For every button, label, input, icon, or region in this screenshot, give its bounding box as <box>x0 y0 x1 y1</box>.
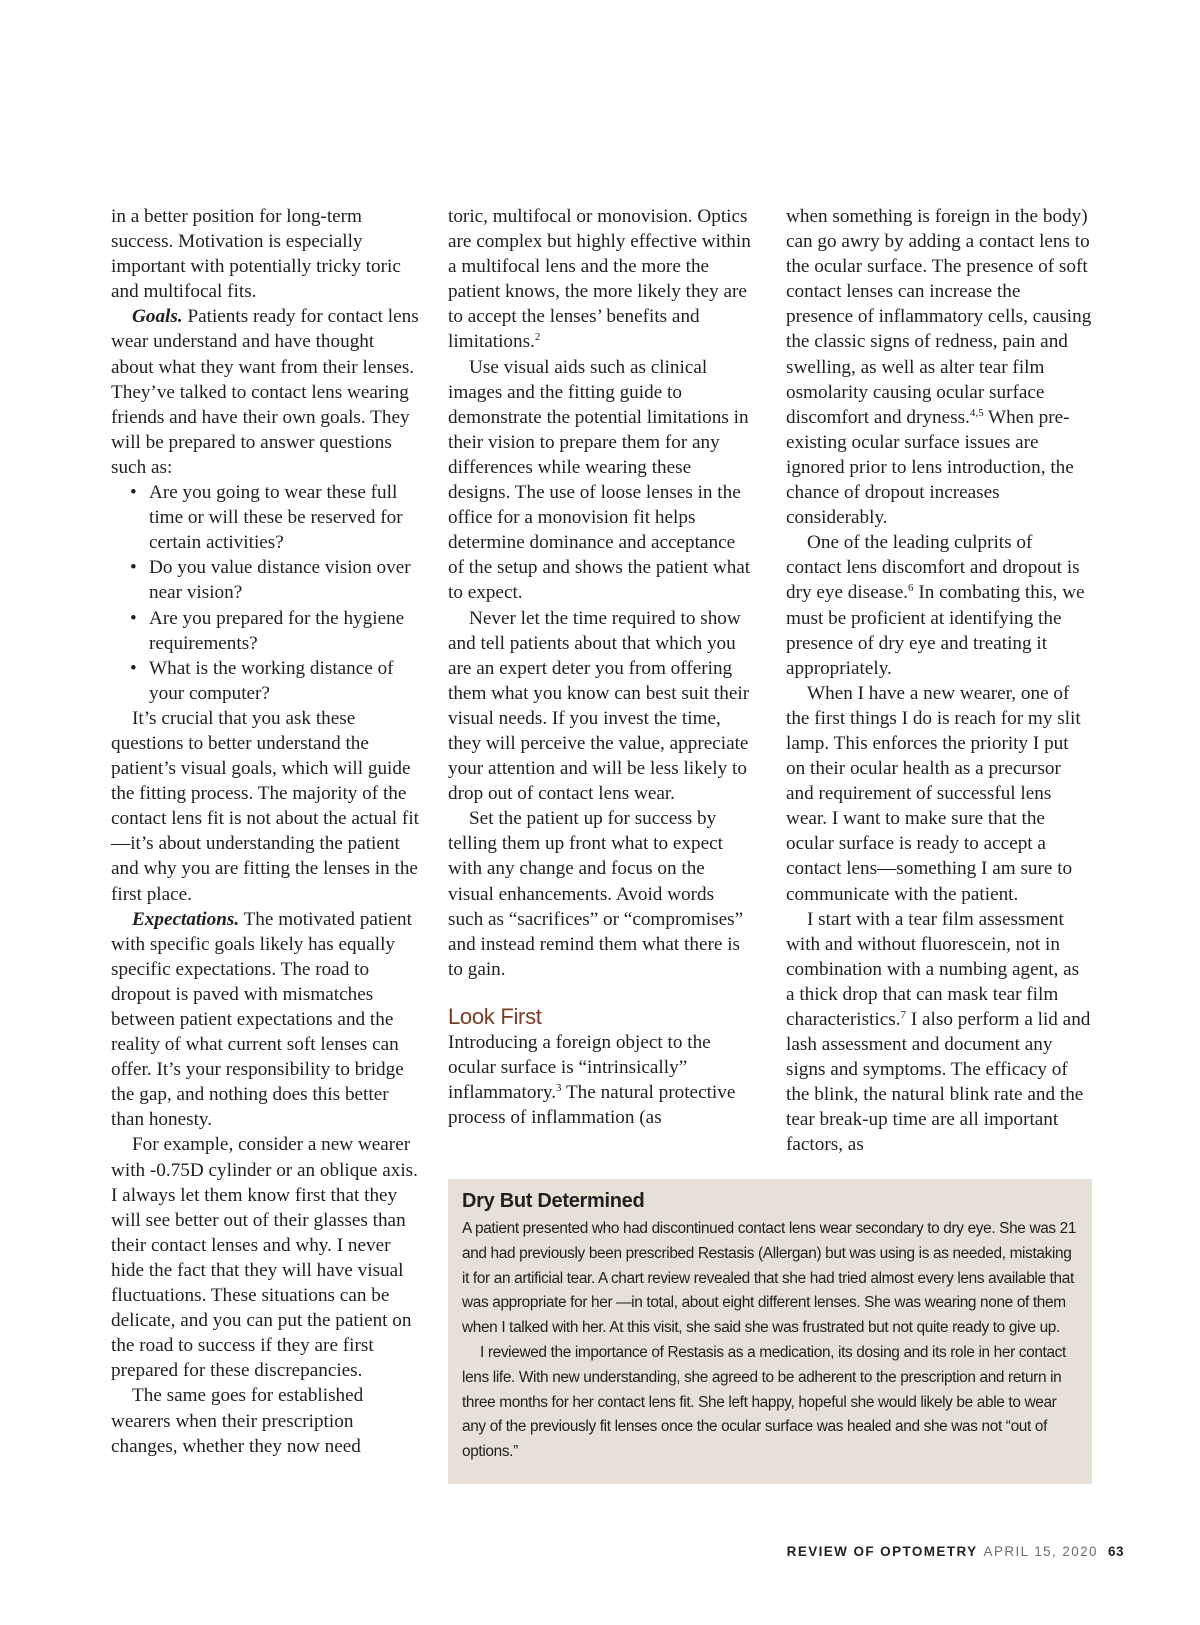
paragraph: Use visual aids such as clinical images and the fitting guide to demonstrate the potential limitations in their vision to prepare them for any differences while wearing these designs. The use of loose lenses in the office for a monovision fit helps determine dominance and acceptance of the setup and shows the patient what to expect. <box>448 356 751 604</box>
sidebar-paragraph: A patient presented who had discontinued contact lens wear secondary to dry eye. She was 21 and had previously been prescribed Restasis (Allergan) but was using is as needed, mistaking it for an artificial tear. A chart review revealed that she had tried almost every lens available that was appropriate for her —in total, about eight different lenses. She was wearing none of them when I talked with her. At this visit, she said she was frustrated but not quite ready to give up. <box>462 1220 1077 1337</box>
sidebar-box <box>448 1179 1092 1484</box>
article-column-3 <box>786 204 1092 1158</box>
goals-text: Patients ready for contact lens wear understand and have thought about what they want from their lenses. They’ve talked to contact lens wearing friends and have their own goals. They will be prepared to answer questions such as: <box>111 306 419 478</box>
list-item: • Are you going to wear these full time or will these be reserved for certain activities? <box>130 480 421 555</box>
page-footer <box>787 1544 1124 1559</box>
expectations-text: The motivated patient with specific goals likely has equally specific expectations. The road to dropout is paved with mismatches between patient expectations and the reality of what current soft lenses can offer. It’s your responsibility to bridge the gap, and nothing does this better than honesty. <box>111 908 412 1131</box>
publication-name: REVIEW OF OPTOMETRY <box>786 1544 978 1559</box>
reference-superscript: 4,5 <box>969 406 984 419</box>
paragraph <box>786 204 1092 530</box>
paragraph-text: One of the leading culprits of contact lens discomfort and dropout is dry eye disease. <box>786 532 1080 604</box>
paragraph-text: I also perform a lid and lash assessment and document any signs and symptoms. The efficacy of the blink, the natural blink rate and the tear break-up time are all important factors, as <box>786 1009 1091 1156</box>
issue-date: APRIL 15, 2020 <box>983 1544 1098 1559</box>
paragraph-text: when something is foreign in the body) can go awry by adding a contact lens to the ocular surface. The presence of soft contact lenses can increase the presence of inflammatory cells, causing the classic signs of redness, pain and swelling, as well as alter tear film osmolarity causing ocular surface discomfort and dryness. <box>786 206 1092 428</box>
paragraph-text: When pre-existing ocular surface issues are ignored prior to lens introduction, the chance of dropout increases considerably. <box>786 406 1074 529</box>
paragraph: The same goes for established wearers when their prescription changes, whether they now need <box>111 1385 364 1457</box>
goals-paragraph <box>111 304 421 480</box>
paragraph <box>786 530 1092 681</box>
paragraph <box>448 1030 754 1130</box>
paragraph: Never let the time required to show and tell patients about that which you are an expert deter you from offering them what you know can best suit their visual needs. If you invest the time, they will perceive the value, appreciate your attention and will be less likely to drop out of contact lens wear. <box>448 607 750 805</box>
reference-superscript: 2 <box>534 331 541 344</box>
page-number: 63 <box>1107 1544 1124 1559</box>
paragraph: When I have a new wearer, one of the first things I do is reach for my slit lamp. This enforces the priority I put on their ocular health as a precursor and requirement of successful lens wear. I want to make sure that the ocular surface is ready to accept a contact lens—something I am sure to communicate with the patient. <box>786 682 1081 905</box>
question-list <box>111 480 421 706</box>
sidebar-title: Dry But Determined <box>462 1190 645 1212</box>
paragraph <box>786 907 1092 1158</box>
list-item: • Are you prepared for the hygiene requirements? <box>130 606 421 656</box>
expectations-paragraph <box>111 907 421 1133</box>
sidebar-paragraph: I reviewed the importance of Restasis as a medication, its dosing and its role in her contact lens life. With new understanding, she agreed to be adherent to the prescription and return in three months for her contact lens fit. She left happy, hopeful she would likely be able to wear any of the previously fit lenses once the ocular surface was healed and she was not “out of options.” <box>462 1343 1066 1461</box>
paragraph: For example, consider a new wearer with -0.75D cylinder or an oblique axis. I always let them know first that they will see better out of their glasses than their contact lenses and why. I never hide the fact that they will have visual fluctuations. These situations can be delicate, and you can put the patient on the road to success if they are first prepared for these discrepancies. <box>111 1134 418 1382</box>
paragraph-text: The natural protective process of inflammation (as <box>448 1082 736 1129</box>
paragraph: in a better position for long-term success. Motivation is especially important with potentially tricky toric and multifocal fits. <box>111 206 401 303</box>
paragraph-text: In combating this, we must be proficient at identifying the presence of dry eye and treating it appropriately. <box>786 582 1085 679</box>
list-item: • Do you value distance vision over near vision? <box>130 555 421 605</box>
expectations-run-in-head: Expectations. <box>132 908 240 930</box>
article-column-1 <box>111 204 421 1459</box>
paragraph-text: I start with a tear film assessment with and without fluorescein, not in combination with a numbing agent, as a thick drop that can mask tear film characteristics. <box>786 908 1080 1030</box>
paragraph: Set the patient up for success by telling them up front what to expect with any change and focus on the visual enhancements. Avoid words such as “sacrifices” or “compromises” and instead remind them what there is to gain. <box>448 808 744 980</box>
paragraph-text: Introducing a foreign object to the ocular surface is “intrinsically” inflammatory. <box>448 1031 711 1104</box>
reference-superscript: 7 <box>900 1009 907 1021</box>
list-item: • What is the working distance of your computer? <box>130 656 421 706</box>
goals-run-in-head: Goals. <box>132 306 183 328</box>
reference-superscript: 6 <box>908 582 914 595</box>
article-column-2 <box>448 204 754 1130</box>
paragraph-text: toric, multifocal or monovision. Optics are complex but highly effective within a multifocal lens and the more the patient knows, the more likely they are to accept the lenses’ benefits and limitations. <box>448 206 751 353</box>
section-heading: Look First <box>448 1003 542 1029</box>
reference-superscript: 3 <box>556 1082 562 1095</box>
paragraph <box>448 204 754 355</box>
paragraph: It’s crucial that you ask these questions to better understand the patient’s visual goals, which will guide the fitting process. The majority of the contact lens fit is not about the actual fit—it’s about understanding the patient and why you are fitting the lenses in the first place. <box>111 707 419 905</box>
